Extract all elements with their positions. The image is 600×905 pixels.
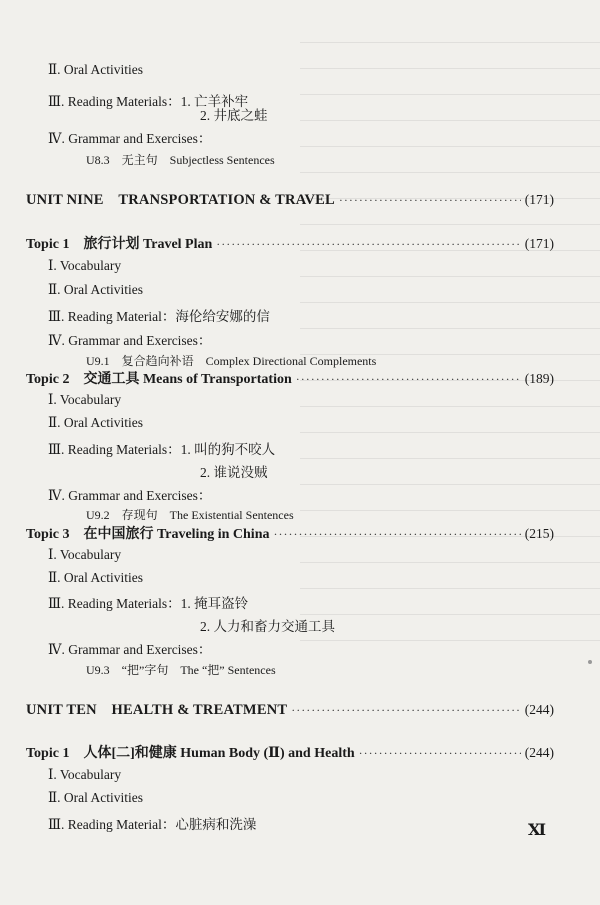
leader-dots	[296, 372, 521, 387]
u10t1-reading-material: Ⅲ. Reading Material：心脏病和洗澡	[48, 817, 257, 832]
u8-reading-material-2: 2. 井底之蛙	[200, 108, 268, 123]
topic-title: Topic 1 旅行计划 Travel Plan	[26, 237, 213, 252]
u9t3-reading-material-2: 2. 人力和畜力交通工具	[200, 619, 335, 634]
leader-dots	[291, 703, 521, 718]
u9t2-reading-material-2: 2. 谁说没贼	[200, 465, 268, 480]
leader-dots	[273, 527, 520, 542]
leader-dots	[339, 193, 521, 208]
u9t2-oral-activities: Ⅱ. Oral Activities	[48, 415, 144, 430]
u9t2-vocabulary: Ⅰ. Vocabulary	[48, 392, 122, 407]
unit-title: UNIT TEN HEALTH & TREATMENT	[26, 702, 288, 718]
u10t1-vocabulary: Ⅰ. Vocabulary	[48, 767, 122, 782]
u9t1-reading-material: Ⅲ. Reading Material：海伦给安娜的信	[48, 309, 270, 324]
u8-grammar-exercises: Ⅳ. Grammar and Exercises：	[48, 131, 212, 146]
page-number: (244)	[524, 745, 554, 760]
u8-reading-materials: Ⅲ. Reading Materials：1. 亡羊补牢	[48, 94, 249, 109]
u8-grammar-point: U8.3 无主句 Subjectless Sentences	[86, 153, 275, 167]
page-number: (171)	[524, 236, 554, 251]
u9t3-grammar-point: U9.3 “把”字句 The “把” Sentences	[86, 663, 276, 677]
unit-nine-entry[interactable]	[26, 188, 554, 210]
show-through-background	[300, 20, 600, 660]
u9t1-grammar-exercises: Ⅳ. Grammar and Exercises：	[48, 333, 212, 348]
leader-dots	[216, 237, 520, 252]
unit-title: UNIT NINE TRANSPORTATION & TRAVEL	[26, 192, 335, 208]
paper-speck	[588, 660, 592, 664]
u9t2-grammar-exercises: Ⅳ. Grammar and Exercises：	[48, 488, 212, 503]
topic-title: Topic 1 人体[二]和健康 Human Body (Ⅱ) and Health	[26, 746, 355, 761]
u9t3-reading-materials: Ⅲ. Reading Materials：1. 掩耳盗铃	[48, 596, 249, 611]
u8-oral-activities: Ⅱ. Oral Activities	[48, 62, 144, 77]
page-number: (244)	[524, 702, 554, 717]
page-number: (171)	[524, 192, 554, 207]
topic-title: Topic 3 在中国旅行 Traveling in China	[26, 527, 270, 542]
u9t2-grammar-point: U9.2 存现句 The Existential Sentences	[86, 508, 294, 522]
u10t1-oral-activities: Ⅱ. Oral Activities	[48, 790, 144, 805]
page-number: (189)	[524, 371, 554, 386]
u10-topic-1-entry[interactable]	[26, 742, 554, 764]
u9-topic-1-entry[interactable]	[26, 233, 554, 255]
page-number: (215)	[524, 526, 554, 541]
u9t3-vocabulary: Ⅰ. Vocabulary	[48, 547, 122, 562]
u9t3-grammar-exercises: Ⅳ. Grammar and Exercises：	[48, 642, 212, 657]
u9-topic-2-entry[interactable]	[26, 368, 554, 390]
u9t1-grammar-point: U9.1 复合趋向补语 Complex Directional Complements	[86, 354, 377, 368]
unit-ten-entry[interactable]	[26, 698, 554, 720]
leader-dots	[359, 746, 521, 761]
u9-topic-3-entry[interactable]	[26, 523, 554, 545]
u9t1-oral-activities: Ⅱ. Oral Activities	[48, 282, 144, 297]
u9t3-oral-activities: Ⅱ. Oral Activities	[48, 570, 144, 585]
u9t2-reading-materials: Ⅲ. Reading Materials：1. 叫的狗不咬人	[48, 442, 276, 457]
topic-title: Topic 2 交通工具 Means of Transportation	[26, 372, 292, 387]
page-folio: Ⅺ	[528, 822, 546, 839]
u9t1-vocabulary: Ⅰ. Vocabulary	[48, 258, 122, 273]
